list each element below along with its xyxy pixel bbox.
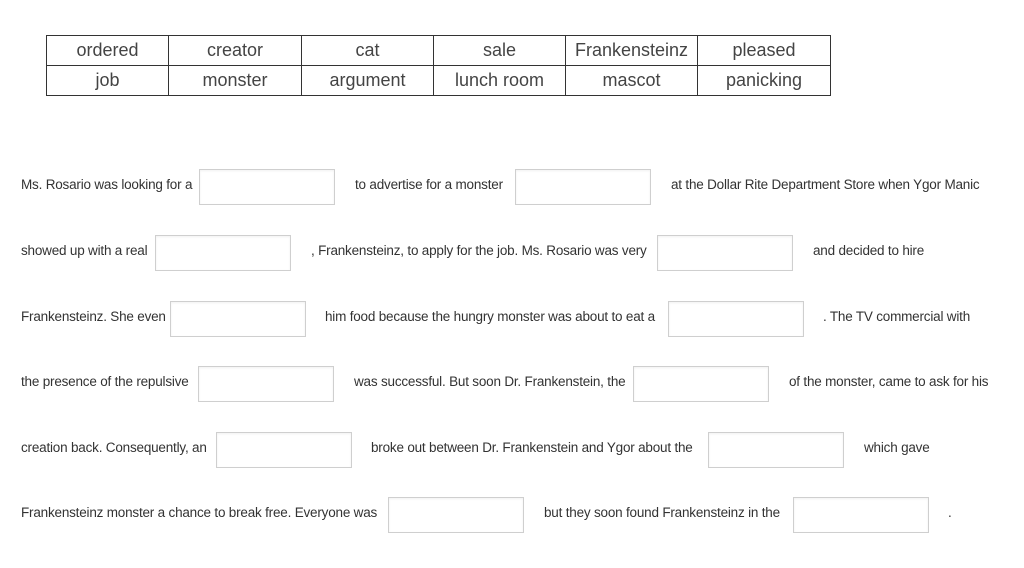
word-bank-word[interactable]: Frankensteinz xyxy=(566,36,698,66)
answer-blank-10[interactable] xyxy=(708,432,844,468)
passage-text: was successful. But soon Dr. Frankenstein, the xyxy=(354,374,626,389)
word-bank-table xyxy=(46,35,831,96)
answer-blank-1[interactable] xyxy=(199,169,335,205)
passage-text: . xyxy=(948,505,952,520)
passage-line-1 xyxy=(0,177,1024,217)
answer-blank-9[interactable] xyxy=(216,432,352,468)
passage-text: Frankensteinz. She even xyxy=(21,309,166,324)
passage-text: . The TV commercial with xyxy=(823,309,970,324)
passage-text: broke out between Dr. Frankenstein and Ygor about the xyxy=(371,440,693,455)
passage-text: at the Dollar Rite Department Store when Ygor Manic xyxy=(671,177,980,192)
word-bank-word[interactable]: monster xyxy=(169,66,302,96)
word-bank-row xyxy=(47,66,831,96)
answer-blank-2[interactable] xyxy=(515,169,651,205)
word-bank-row xyxy=(47,36,831,66)
passage-line-5 xyxy=(0,440,1024,480)
passage-text: showed up with a real xyxy=(21,243,148,258)
passage-text: which gave xyxy=(864,440,930,455)
passage-text: creation back. Consequently, an xyxy=(21,440,207,455)
passage-text: Ms. Rosario was looking for a xyxy=(21,177,193,192)
passage-text: to advertise for a monster xyxy=(355,177,503,192)
answer-blank-5[interactable] xyxy=(170,301,306,337)
passage-text: Frankensteinz monster a chance to break free. Everyone was xyxy=(21,505,378,520)
passage-text: the presence of the repulsive xyxy=(21,374,189,389)
answer-blank-8[interactable] xyxy=(633,366,769,402)
answer-blank-11[interactable] xyxy=(388,497,524,533)
word-bank-word[interactable]: argument xyxy=(302,66,434,96)
word-bank-word[interactable]: sale xyxy=(434,36,566,66)
word-bank-word[interactable]: job xyxy=(47,66,169,96)
passage-line-2 xyxy=(0,243,1024,283)
answer-blank-4[interactable] xyxy=(657,235,793,271)
word-bank-word[interactable]: ordered xyxy=(47,36,169,66)
word-bank-word[interactable]: panicking xyxy=(698,66,831,96)
word-bank-word[interactable]: cat xyxy=(302,36,434,66)
passage-line-4 xyxy=(0,374,1024,414)
passage-line-6 xyxy=(0,505,1024,545)
passage-text: , Frankensteinz, to apply for the job. Ms. Rosario was very xyxy=(311,243,647,258)
passage-text: him food because the hungry monster was about to eat a xyxy=(325,309,655,324)
word-bank-word[interactable]: pleased xyxy=(698,36,831,66)
answer-blank-6[interactable] xyxy=(668,301,804,337)
word-bank-word[interactable]: mascot xyxy=(566,66,698,96)
answer-blank-3[interactable] xyxy=(155,235,291,271)
passage-text: of the monster, came to ask for his xyxy=(789,374,989,389)
answer-blank-7[interactable] xyxy=(198,366,334,402)
word-bank-word[interactable]: lunch room xyxy=(434,66,566,96)
passage-text: and decided to hire xyxy=(813,243,925,258)
passage-line-3 xyxy=(0,309,1024,349)
answer-blank-12[interactable] xyxy=(793,497,929,533)
passage-text: but they soon found Frankensteinz in the xyxy=(544,505,780,520)
word-bank-word[interactable]: creator xyxy=(169,36,302,66)
